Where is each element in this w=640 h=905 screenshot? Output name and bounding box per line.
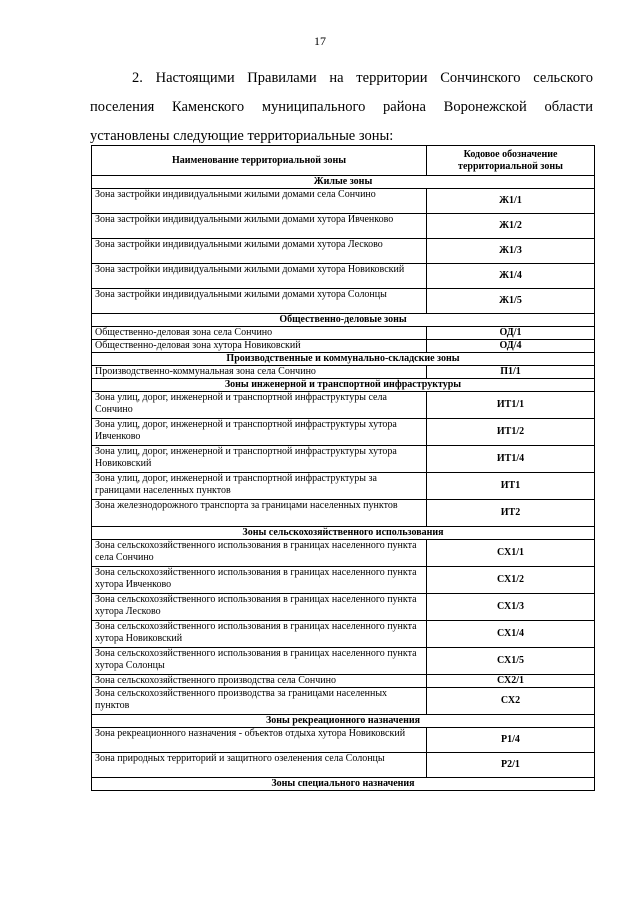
zone-name-cell: Зона сельскохозяйственного производства за границами населенных пунктов [92, 688, 427, 715]
zone-code-cell: Ж1/2 [427, 214, 595, 239]
zone-name-cell: Зона застройки индивидуальными жилыми домами хутора Лесково [92, 239, 427, 264]
zone-name-cell: Зона сельскохозяйственного производства села Сончино [92, 675, 427, 688]
zone-code-cell: ИТ1/2 [427, 419, 595, 446]
table-row [92, 675, 595, 688]
zone-name-cell: Общественно-деловая зона села Сончино [92, 327, 427, 340]
table-row [92, 366, 595, 379]
zone-name-cell: Производственно-коммунальная зона села Сончино [92, 366, 427, 379]
zone-name-cell: Зона сельскохозяйственного использования в границах населенного пункта хутора Лесково [92, 594, 427, 621]
table-row [92, 500, 595, 527]
zone-name-cell: Зона застройки индивидуальными жилыми домами села Сончино [92, 189, 427, 214]
zone-name-cell: Зона улиц, дорог, инженерной и транспортной инфраструктуры хутора Ивченково [92, 419, 427, 446]
zone-code-cell: Р2/1 [427, 753, 595, 778]
table-header-row [92, 146, 595, 176]
table-row [92, 189, 595, 214]
table-row [92, 728, 595, 753]
table-row [92, 239, 595, 264]
zone-name-cell: Зона застройки индивидуальными жилыми домами хутора Новиковский [92, 264, 427, 289]
table-row [92, 540, 595, 567]
zone-code-cell: СХ1/4 [427, 621, 595, 648]
table-body [92, 176, 595, 791]
zone-code-cell: ИТ1/4 [427, 446, 595, 473]
zone-code-cell: Ж1/5 [427, 289, 595, 314]
zone-code-cell: СХ1/3 [427, 594, 595, 621]
table-row [92, 648, 595, 675]
table-row [92, 340, 595, 353]
section-title: Жилые зоны [92, 176, 595, 189]
zone-code-cell: Ж1/1 [427, 189, 595, 214]
section-row [92, 379, 595, 392]
section-title: Зоны сельскохозяйственного использования [92, 527, 595, 540]
zone-code-cell: ИТ1 [427, 473, 595, 500]
table-row [92, 567, 595, 594]
section-row [92, 527, 595, 540]
zone-name-cell: Зона природных территорий и защитного озеленения села Солонцы [92, 753, 427, 778]
zone-code-cell: ОД/4 [427, 340, 595, 353]
section-title: Зоны специального назначения [92, 778, 595, 791]
section-title: Зоны рекреационного назначения [92, 715, 595, 728]
section-row [92, 176, 595, 189]
section-row [92, 353, 595, 366]
header-zone-code: Кодовое обозначение территориальной зоны [427, 146, 595, 176]
table-row [92, 688, 595, 715]
table-row [92, 594, 595, 621]
header-zone-name: Наименование территориальной зоны [92, 146, 427, 176]
zone-code-cell: СХ2 [427, 688, 595, 715]
zone-code-cell: ОД/1 [427, 327, 595, 340]
zone-code-cell: Ж1/3 [427, 239, 595, 264]
zone-code-cell: ИТ2 [427, 500, 595, 527]
zone-name-cell: Зона сельскохозяйственного использования в границах населенного пункта села Сончино [92, 540, 427, 567]
zone-name-cell: Зона железнодорожного транспорта за границами населенных пунктов [92, 500, 427, 527]
table-row [92, 621, 595, 648]
table-row [92, 473, 595, 500]
table-row [92, 753, 595, 778]
section-title: Общественно-деловые зоны [92, 314, 595, 327]
zone-code-cell: П1/1 [427, 366, 595, 379]
zone-name-cell: Зона сельскохозяйственного использования в границах населенного пункта хутора Солонцы [92, 648, 427, 675]
zone-name-cell: Зона рекреационного назначения - объектов отдыха хутора Новиковский [92, 728, 427, 753]
table-row [92, 446, 595, 473]
zone-code-cell: Ж1/4 [427, 264, 595, 289]
table-row [92, 264, 595, 289]
zone-code-cell: Р1/4 [427, 728, 595, 753]
section-title: Производственные и коммунально-складские зоны [92, 353, 595, 366]
section-row [92, 778, 595, 791]
zone-name-cell: Общественно-деловая зона хутора Новиковский [92, 340, 427, 353]
table-row [92, 214, 595, 239]
table-row [92, 419, 595, 446]
zone-name-cell: Зона застройки индивидуальными жилыми домами хутора Ивченково [92, 214, 427, 239]
table-row [92, 327, 595, 340]
territorial-zones-table [91, 145, 595, 791]
zone-name-cell: Зона улиц, дорог, инженерной и транспортной инфраструктуры за границами населенных пунктов [92, 473, 427, 500]
section-row [92, 715, 595, 728]
table-row [92, 289, 595, 314]
intro-paragraph: 2. Настоящими Правилами на территории Сончинского сельского поселения Каменского муниципального района Воронежской области установлены следующие территориальные зоны: [90, 70, 593, 144]
zone-code-cell: СХ1/5 [427, 648, 595, 675]
zone-code-cell: СХ1/2 [427, 567, 595, 594]
zone-name-cell: Зона сельскохозяйственного использования в границах населенного пункта хутора Ивченково [92, 567, 427, 594]
zone-code-cell: ИТ1/1 [427, 392, 595, 419]
section-row [92, 314, 595, 327]
zone-code-cell: СХ2/1 [427, 675, 595, 688]
page-number: 17 [314, 34, 326, 48]
zone-name-cell: Зона улиц, дорог, инженерной и транспортной инфраструктуры села Сончино [92, 392, 427, 419]
table-row [92, 392, 595, 419]
zone-name-cell: Зона застройки индивидуальными жилыми домами хутора Солонцы [92, 289, 427, 314]
zone-code-cell: СХ1/1 [427, 540, 595, 567]
section-title: Зоны инженерной и транспортной инфраструктуры [92, 379, 595, 392]
zone-name-cell: Зона улиц, дорог, инженерной и транспортной инфраструктуры хутора Новиковский [92, 446, 427, 473]
zone-name-cell: Зона сельскохозяйственного использования в границах населенного пункта хутора Новиковский [92, 621, 427, 648]
